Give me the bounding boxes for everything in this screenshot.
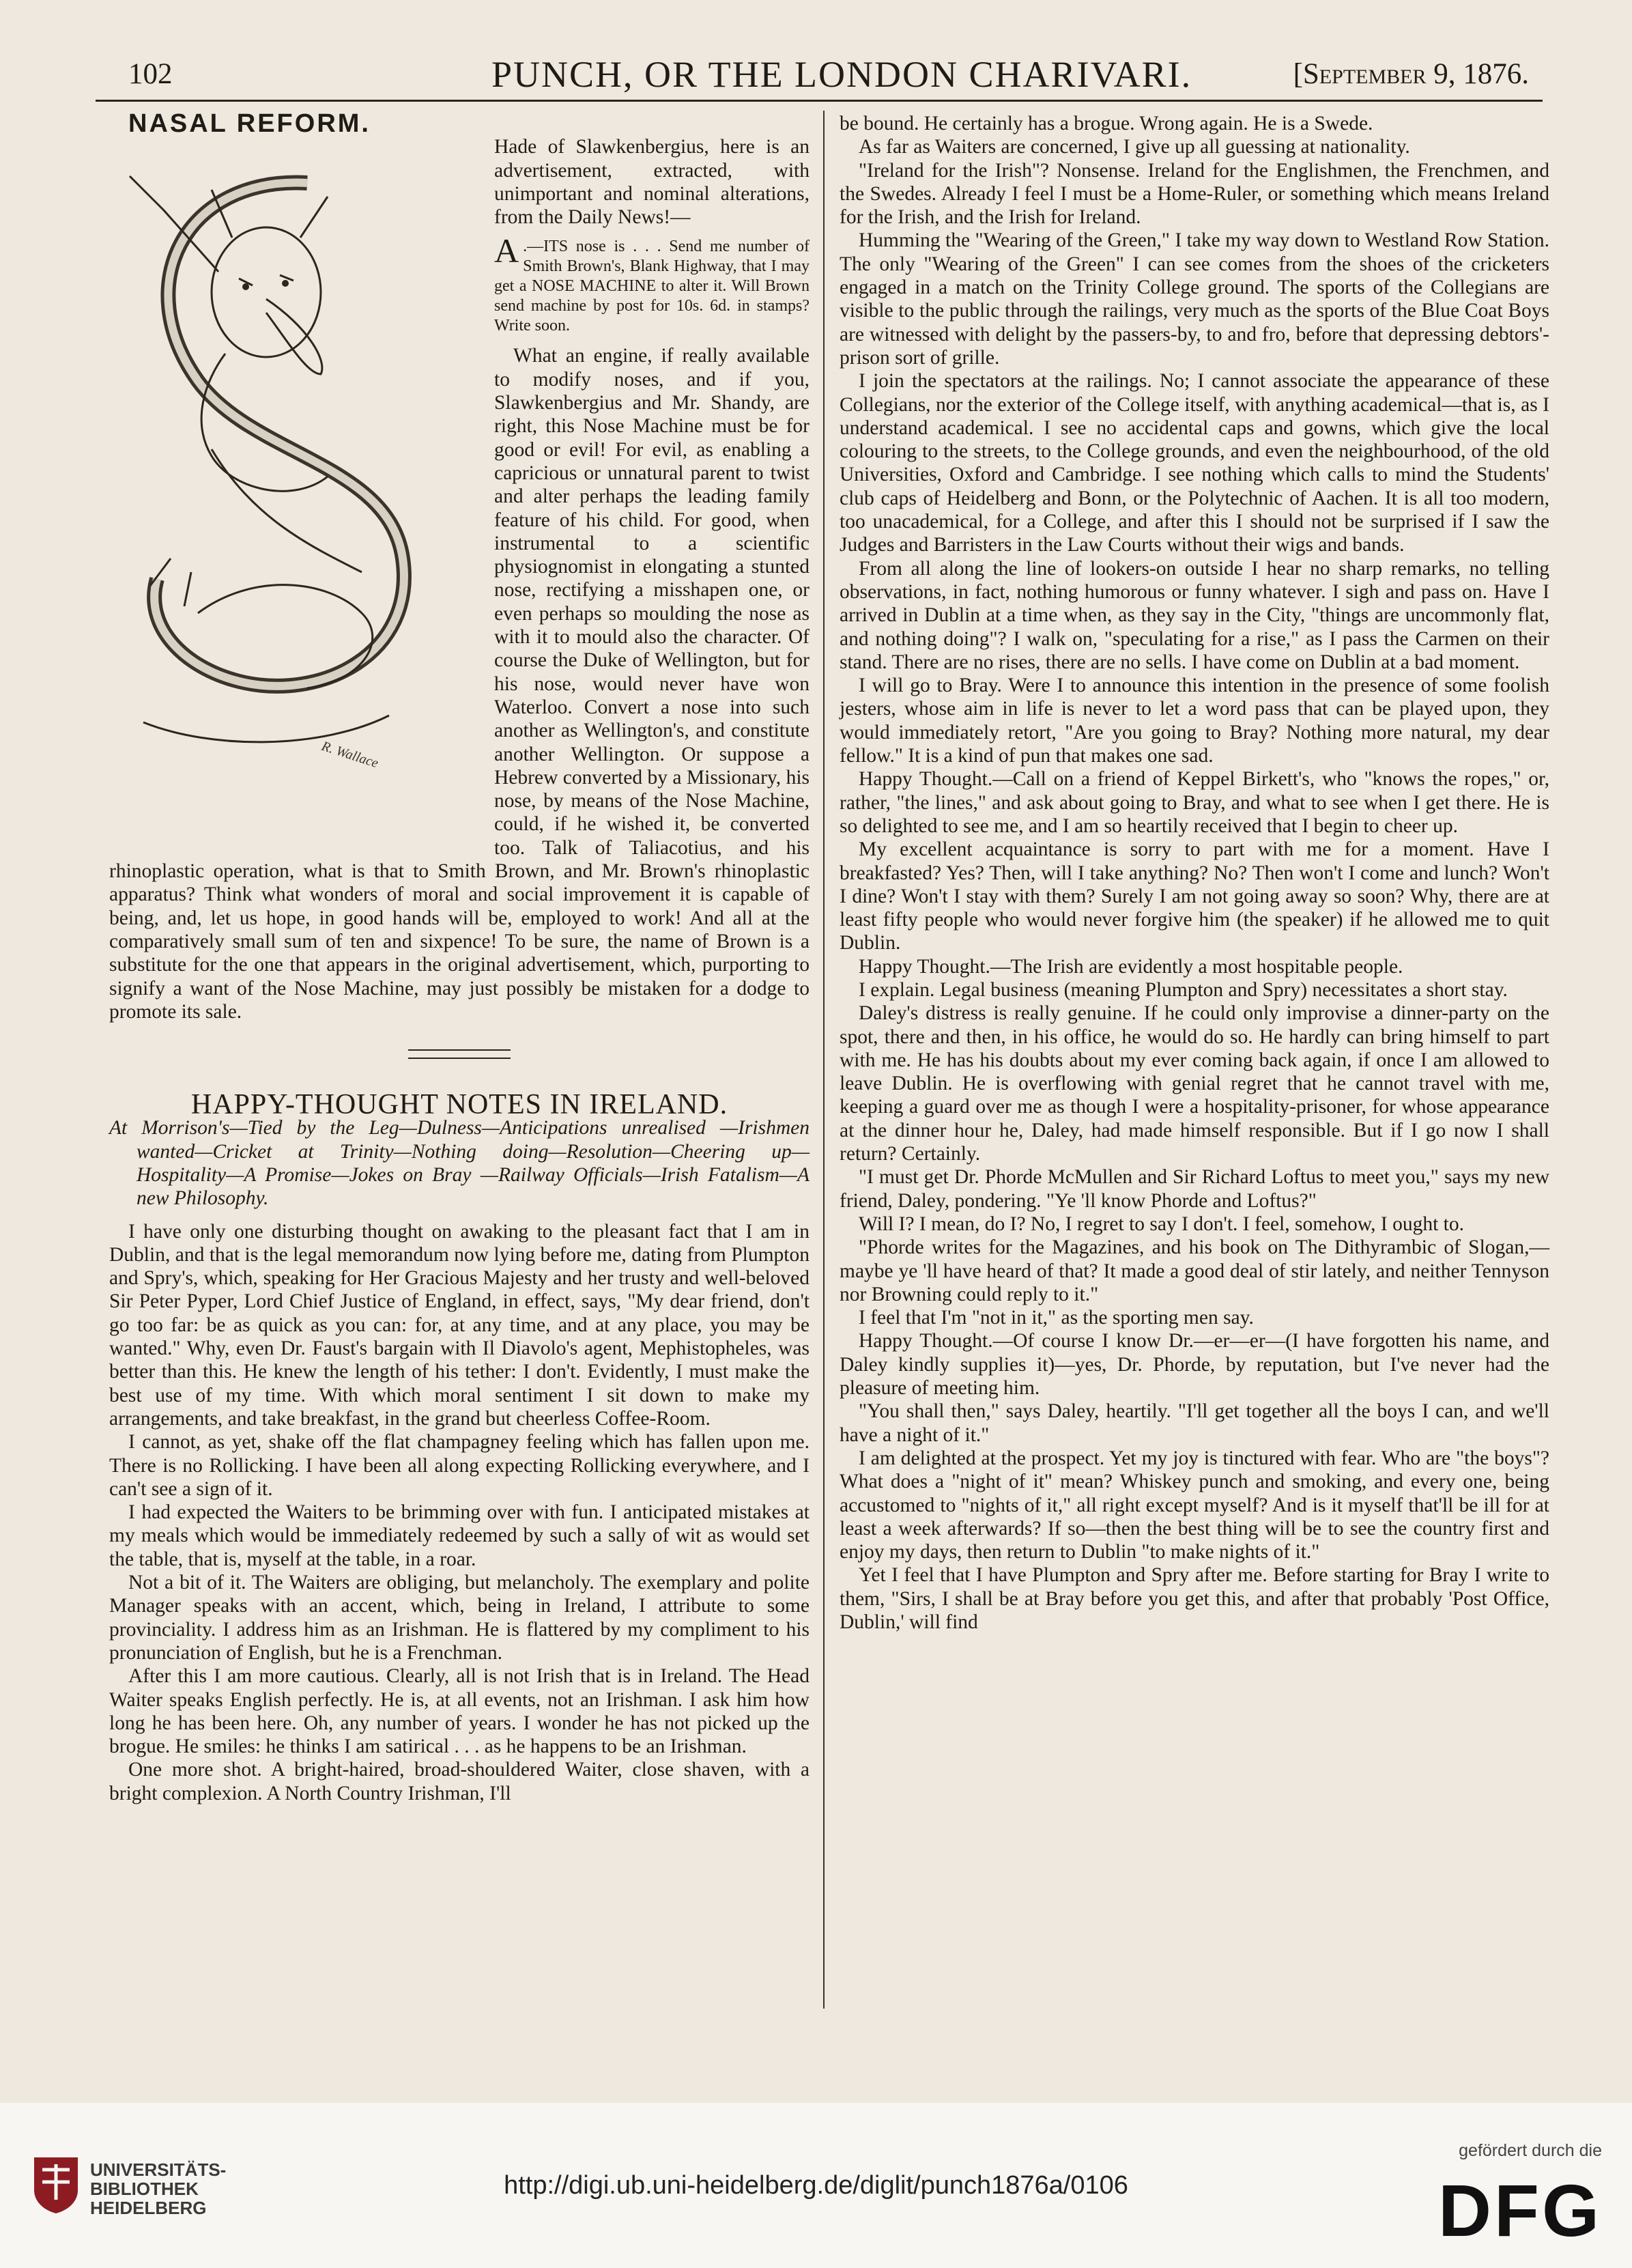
funded-by-text: gefördert durch die [1459, 2141, 1602, 2160]
nasal-reform-title: NASAL REFORM. [128, 109, 371, 138]
paragraph: I am delighted at the prospect. Yet my joy is tinctured with fear. Who are "the boys"? What does a "night of it" mean? Whiskey punch and smoking, and every one, being accustomed to "nights of it," all right except myself? And is it myself that'll be ill for at least a week afterwards? If so—then the best thing will be to see the country first and enjoy my days, then return to Dublin "to make nights of it." [840, 1447, 1549, 1563]
library-name-line: BIBLIOTHEK [90, 2179, 199, 2199]
paragraph: Happy Thought.—Call on a friend of Keppel Birkett's, who "knows the ropes," or, rather, "the lines," and ask about going to Bray, and what to see when I get there. He is so delighted to see me, and I am so heartily received that I begin to cheer up. [840, 768, 1549, 837]
column-divider [823, 111, 825, 2009]
paragraph: be bound. He certainly has a brogue. Wrong again. He is a Swede. [840, 113, 1373, 134]
digitization-footer [0, 2103, 1632, 2268]
paragraph: "Phorde writes for the Magazines, and his book on The Dithyrambic of Slogan,—maybe ye 'll have heard of that? It made a good deal of stir lately, and neither Tennyson nor Browning could reply to it." [840, 1236, 1549, 1305]
paragraph: Humming the "Wearing of the Green," I take my way down to Westland Row Station. The only "Wearing of the Green" I can see comes from the shoes of the cricketers engaged in a match on the Trinity College ground. The sports of the Collegians are visible to the public through the railings, very much as the sports of the Blue Coat Boys are witnessed with delight by the passers-by, to and fro, before that depressing debtors'-prison sort of grille. [840, 229, 1549, 369]
page-number: 102 [128, 58, 173, 90]
artist-signature: R. Wallace [319, 739, 380, 771]
paragraph: "You shall then," says Daley, heartily. "I'll get together all the boys I can, and we'll have a night of it." [840, 1400, 1549, 1446]
paragraph: "I must get Dr. Phorde McMullen and Sir Richard Loftus to meet you," says my new friend, Daley, pondering. "Ye 'll know Phorde and Loftus?" [840, 1166, 1549, 1212]
happy-thought-title: HAPPY-THOUGHT NOTES IN IRELAND. [190, 1089, 728, 1121]
library-name-line: UNIVERSITÄTS- [90, 2159, 227, 2180]
paragraph: I will go to Bray. Were I to announce this intention in the presence of some foolish jesters, whose aim in life is never to let a word pass that can be played upon, they would immediately retort, "Are you going to Bray? Nothing more natural, my dear fellow." It is a kind of pun that makes one sad. [840, 675, 1549, 767]
section-separator [408, 1049, 511, 1059]
paragraph: I join the spectators at the railings. No; I cannot associate the appearance of these Collegians, nor the exterior of the College itself, with anything academical—that is, as I understand academical. I see no accidental caps and gowns, which give the local colouring to the streets, to the College grounds, and even the neighbourhood, of the old Universities, Oxford and Cambridge. I see nothing which calls to mind the Students' club caps of Heidelberg and Bonn, or the Polytechnic of Aachen. It is all too modern, too unacademical, for a College, and after this I should not be surprised if I saw the Judges and Barristers in the Law Courts without their wigs and bands. [840, 370, 1549, 556]
masthead: PUNCH, OR THE LONDON CHARIVARI. [491, 54, 1192, 95]
nasal-intro: Hade of Slawkenbergius, here is an advertisement, extracted, with unimportant and nominal alterations, from the Daily News!— [494, 136, 810, 229]
paragraph: My excellent acquaintance is sorry to part with me for a moment. Have I breakfasted? Yes? Then, will I take anything? No? Then won't I come and lunch? Won't I dine? Won't I stay with them? Surely I am not going away so soon? Why, there are at least fifty people who would never forgive him (the speaker) if he allowed me to quit Dublin. [840, 838, 1549, 954]
paragraph: I explain. Legal business (meaning Plumpton and Spry) necessitates a short stay. [859, 978, 1508, 1001]
paragraph: "Ireland for the Irish"? Nonsense. Ireland for the Englishmen, the Frenchmen, and the Swedes. Already I feel I must be a Home-Ruler, or something which means Ireland for the Irish, and the Irish for Ireland. [840, 159, 1549, 229]
paragraph: Happy Thought.—The Irish are evidently a most hospitable people. [859, 955, 1403, 978]
paragraph: Not a bit of it. The Waiters are obliging, but melancholy. The exemplary and polite Manager speaks with an accent, which, being in Ireland, I attribute to some provinciality. I address him as an Irishman. He is flattered by my compliment to his pronunciation of English, but he is a Frenchman. [109, 1572, 810, 1664]
paragraph: As far as Waiters are concerned, I give up all guessing at nationality. [859, 136, 1410, 158]
paragraph: I feel that I'm "not in it," as the sporting men say. [859, 1307, 1254, 1329]
page-header [96, 48, 1543, 102]
library-name-line: HEIDELBERG [90, 2198, 207, 2218]
happy-thought-subtitle: At Morrison's—Tied by the Leg—Dulness—Anticipations unrealised —Irishmen wanted—Cricket at Trinity—Nothing doing—Resolution—Cheering up—Hospitality—A Promise—Jokes on Bray —Railway Officials—Irish Fatalism—A new Philosophy. [109, 1117, 810, 1210]
paragraph: From all along the line of lookers-on outside I hear no sharp remarks, no telling observations, in fact, nothing humorous or funny whatever. I sigh and pass on. Have I arrived in Dublin at a time when, as they say in the City, "things are uncommonly flat, and nothing doing"? I walk on, "speculating for a rise," as I pass the Carmen on their stand. There are no rises, there are no sells. I have come on Dublin at a bad moment. [840, 557, 1549, 673]
ad-initial: A [494, 231, 519, 270]
paragraph: Happy Thought.—Of course I know Dr.—er—er—(I have forgotten his name, and Daley kindly supplies it)—yes, Dr. Phorde, by reputation, but I've never had the pleasure of meeting him. [840, 1330, 1549, 1400]
paragraph: Daley's distress is really genuine. If he could only improvise a dinner-party on the spot, there and then, in his office, he would do so. He hardly can bring himself to part with me. He has his doubts about my ever coming back again, if once I am allowed to leave Dublin. He is overflowing with genial regret that he cannot travel with me, keeping a guard over me as though I were a hospitality-prisoner, for whose appearance at the dinner hour he, Daley, had made himself responsible. But if I go now I shall return? Certainly. [840, 1002, 1549, 1165]
paragraph: Yet I feel that I have Plumpton and Spry after me. Before starting for Bray I write to them, "Sirs, I shall be at Bray before you get this, and after that probably 'Post Office, Dublin,' will find [840, 1564, 1549, 1633]
ad-text: .—ITS nose is . . . Send me number of Smith Brown's, Blank Highway, that I may get a NOSE MACHINE to alter it. Will Brown send machine by post for 10s. 6d. in stamps? Write soon. [494, 238, 810, 335]
nose-machine-illustration [102, 135, 485, 844]
left-column [109, 109, 810, 1805]
paragraph: One more shot. A bright-haired, broad-shouldered Waiter, close shaven, with a bright complexion. A North Country Irishman, I'll [109, 1759, 810, 1804]
paragraph: After this I am more cautious. Clearly, all is not Irish that is in Ireland. The Head Waiter speaks English perfectly. He is, at all events, not an Irishman. I ask him how long he has been here. Oh, any number of years. I wonder he has not picked up the brogue. He smiles: he thinks I am satirical . . . as he happens to be an Irishman. [109, 1665, 810, 1758]
paragraph: I have only one disturbing thought on awaking to the pleasant fact that I am in Dublin, and that is the legal memorandum now lying before me, dating from Plumpton and Spry's, which, speaking for Her Gracious Majesty and her trusty and well-beloved Sir Peter Pyper, Lord Chief Justice of England, in effect, says, "My dear friend, don't go too far: be as quick as you can: for, at any time, and at any place, you may be wanted." Why, even Dr. Faust's bargain with Il Diavolo's agent, Mephistopheles, was better than this. He knew the length of his tether: I don't. Evidently, I must make the best use of my time. With which moral sentiment I sit down to make my arrangements, and take breakfast, in the grand but cheerless Coffee-Room. [109, 1220, 810, 1430]
paragraph: Will I? I mean, do I? No, I regret to say I don't. I feel, somehow, I ought to. [859, 1213, 1464, 1235]
dfg-logo[interactable]: DFG [1438, 2169, 1602, 2252]
right-column [840, 112, 1549, 1634]
paragraph: I had expected the Waiters to be brimming over with fun. I anticipated mistakes at my meals which would be immediately redeemed by such a sally of wit as would set the table, that is, myself at the table, in a roar. [109, 1501, 810, 1570]
issue-date: [September 9, 1876. [1293, 58, 1529, 90]
source-url-link[interactable]: http://digi.ub.uni-heidelberg.de/diglit/punch1876a/0106 [504, 2171, 1128, 2200]
nasal-body: What an engine, if really available to modify noses, and if you, Slawkenbergius and Mr. Shandy, are right, this Nose Machine must be for good or evil! For evil, as enabling a capricious or unnatural parent to twist and alter perhaps the leading family feature of his child. For good, when instrumental to a scientific physiognomist in elongating a stunted nose, rectifying a misshapen one, or even perhaps so moulding the nose as with it to mould also the character. Of course the Duke of Wellington, but for his nose, would never have won Waterloo. Convert a nose into such another as Wellington's, and constitute another Wellington. Or suppose a Hebrew converted by a Missionary, his nose, by means of the Nose Machine, could, if he wished it, be converted too. Talk of Taliacotius, and his rhinoplastic operation, what is that to Smith Brown, and Mr. Brown's rhinoplastic apparatus? Think what wonders of moral and social improvement it is capable of being, and, let us hope, in good hands will be, employed to work! And all at the comparatively small sum of ten and sixpence! To be sure, the name of Brown is a substitute for the one that appears in the original advertisement, which, purporting to signify a want of the Nose Machine, may just possibly be mistaken for a dodge to promote its sale. [109, 345, 810, 1023]
paragraph: I cannot, as yet, shake off the flat champagney feeling which has fallen upon me. There is no Rollicking. I have been all along expecting Rollicking everywhere, and I can't see a sign of it. [109, 1431, 810, 1500]
